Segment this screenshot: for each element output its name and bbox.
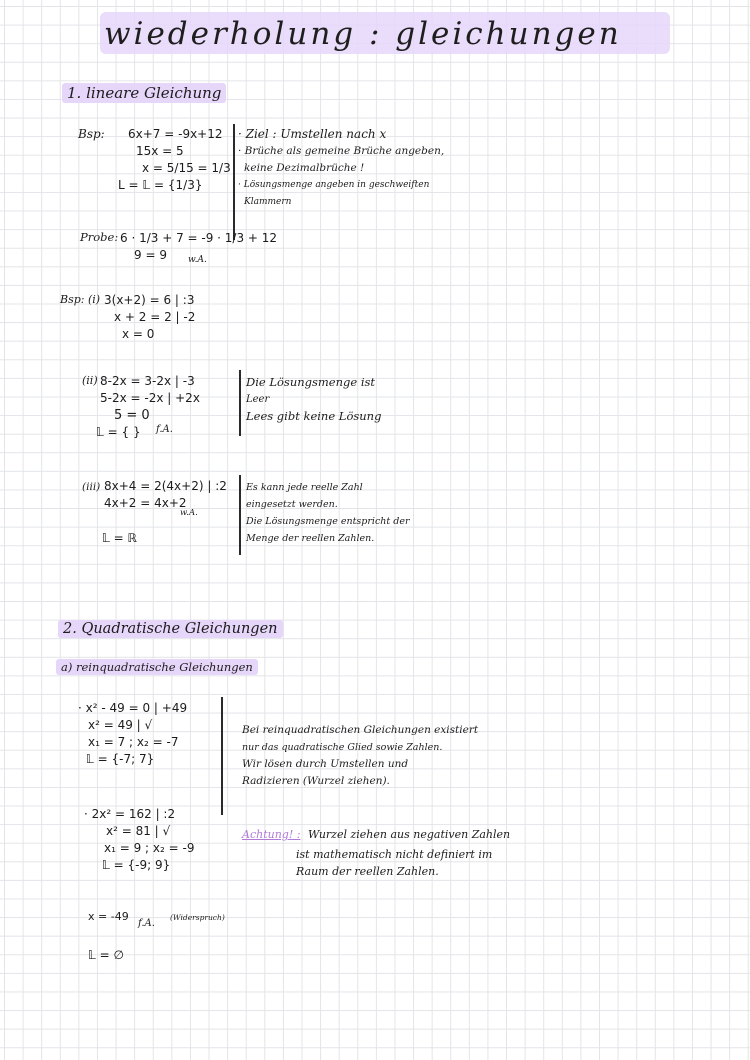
warning-continuation	[296, 846, 492, 880]
example-ii-equations	[96, 373, 200, 441]
equation-line: x² = 81 | √	[106, 824, 171, 838]
example-iii-label: (iii)	[82, 481, 101, 493]
example-label: Bsp:	[78, 127, 105, 141]
note-line: · Lösungsmenge angeben in geschweiften	[238, 180, 430, 190]
note-line: Wir lösen durch Umstellen und	[242, 758, 409, 770]
quadratic-eq-3: x = -49	[88, 910, 129, 923]
divider-line	[239, 370, 241, 436]
equation-line: 8-2x = 3-2x | -3	[100, 374, 195, 388]
solution-set: 𝕃 = {-9; 9}	[102, 858, 171, 872]
equation-line: x² = 49 | √	[88, 718, 153, 732]
note-line: Klammern	[244, 197, 292, 207]
equation-line: 5-2x = -2x | +2x	[100, 391, 200, 405]
example-ii-notes	[246, 374, 381, 425]
note-line: nur das quadratische Glied sowie Zahlen.	[242, 742, 443, 753]
solution-set: 𝕃 = { }	[96, 425, 141, 439]
equation-line: 4x+2 = 4x+2	[104, 496, 187, 510]
equation-line: · 2x² = 162 | :2	[84, 807, 176, 821]
note-line: Leer	[246, 394, 270, 405]
equation-line: 8x+4 = 2(4x+2) | :2	[104, 479, 227, 493]
section-2-subheading: a) reinquadratische Gleichungen	[56, 660, 258, 674]
equation-line: x = 5/15 = 1/3	[142, 161, 231, 175]
solution-set: 𝕃 = {-7; 7}	[86, 752, 155, 766]
warning-label: Achtung! :	[242, 828, 301, 841]
warning-line: ist mathematisch nicht definiert im	[296, 848, 493, 861]
probe-line: 9 = 9	[134, 248, 167, 262]
warning-block	[242, 828, 510, 841]
equation-line: x = 0	[122, 327, 155, 341]
section-2-notes	[242, 722, 478, 790]
note-line: · Ziel : Umstellen nach x	[238, 127, 387, 141]
equation-line: 3(x+2) = 6 | :3	[104, 293, 195, 307]
note-line: Lees gibt keine Lösung	[246, 409, 382, 423]
solution-set: 𝕃 = ℝ	[102, 531, 138, 545]
equation-line: 5 = 0	[114, 408, 150, 423]
divider-line	[239, 475, 241, 555]
ii-mark: f.A.	[156, 424, 173, 435]
note-line: eingesetzt werden.	[246, 499, 338, 510]
note-line: Bei reinquadratischen Gleichungen existiert	[242, 724, 479, 736]
page-title: wiederholung : gleichungen	[104, 16, 622, 52]
note-line: · Brüche als gemeine Brüche angeben,	[238, 145, 445, 157]
note-line: Es kann jede reelle Zahl	[246, 482, 363, 493]
probe-line: 6 · 1/3 + 7 = -9 · 1/3 + 12	[120, 231, 278, 245]
note-line: Die Lösungsmenge ist	[246, 375, 376, 389]
equation-line: 6x+7 = -9x+12	[128, 127, 223, 141]
eq3-note: (Widerspruch)	[170, 913, 225, 922]
note-line: Die Lösungsmenge entspricht der	[246, 516, 410, 527]
example-i-label: Bsp: (i)	[60, 293, 101, 306]
probe-label: Probe:	[80, 230, 119, 244]
section-1-equations	[118, 126, 231, 194]
equation-line: x + 2 = 2 | -2	[114, 310, 196, 324]
solution-set: L = 𝕃 = {1/3}	[118, 178, 203, 192]
warning-line: Raum der reellen Zahlen.	[296, 865, 439, 878]
equation-line: · x² - 49 = 0 | +49	[78, 701, 188, 715]
iii-mark: w.A.	[180, 508, 198, 518]
note-line: Radizieren (Wurzel ziehen).	[242, 775, 390, 787]
example-ii-label: (ii)	[82, 374, 98, 387]
example-i-equations	[104, 292, 195, 343]
section-2-heading: 2. Quadratische Gleichungen	[58, 621, 283, 637]
note-line: keine Dezimalbrüche !	[244, 162, 365, 174]
equation-line: 15x = 5	[136, 144, 184, 158]
example-iii-notes	[246, 479, 409, 547]
probe-mark: w.A.	[188, 255, 207, 265]
section-1-heading: 1. lineare Gleichung	[62, 84, 226, 102]
eq3-mark: f.A.	[138, 918, 155, 929]
equation-line: x₁ = 9 ; x₂ = -9	[104, 841, 195, 855]
divider-line	[221, 697, 223, 815]
example-iii-equations	[104, 478, 227, 547]
divider-line	[233, 124, 235, 240]
warning-line: Wurzel ziehen aus negativen Zahlen	[307, 828, 511, 841]
quadratic-eq-1	[78, 700, 187, 768]
eq3-solution: 𝕃 = ∅	[88, 948, 124, 962]
note-line: Menge der reellen Zahlen.	[246, 533, 375, 544]
quadratic-eq-2	[84, 806, 194, 874]
equation-line: x₁ = 7 ; x₂ = -7	[88, 735, 179, 749]
section-1-notes	[238, 126, 444, 211]
